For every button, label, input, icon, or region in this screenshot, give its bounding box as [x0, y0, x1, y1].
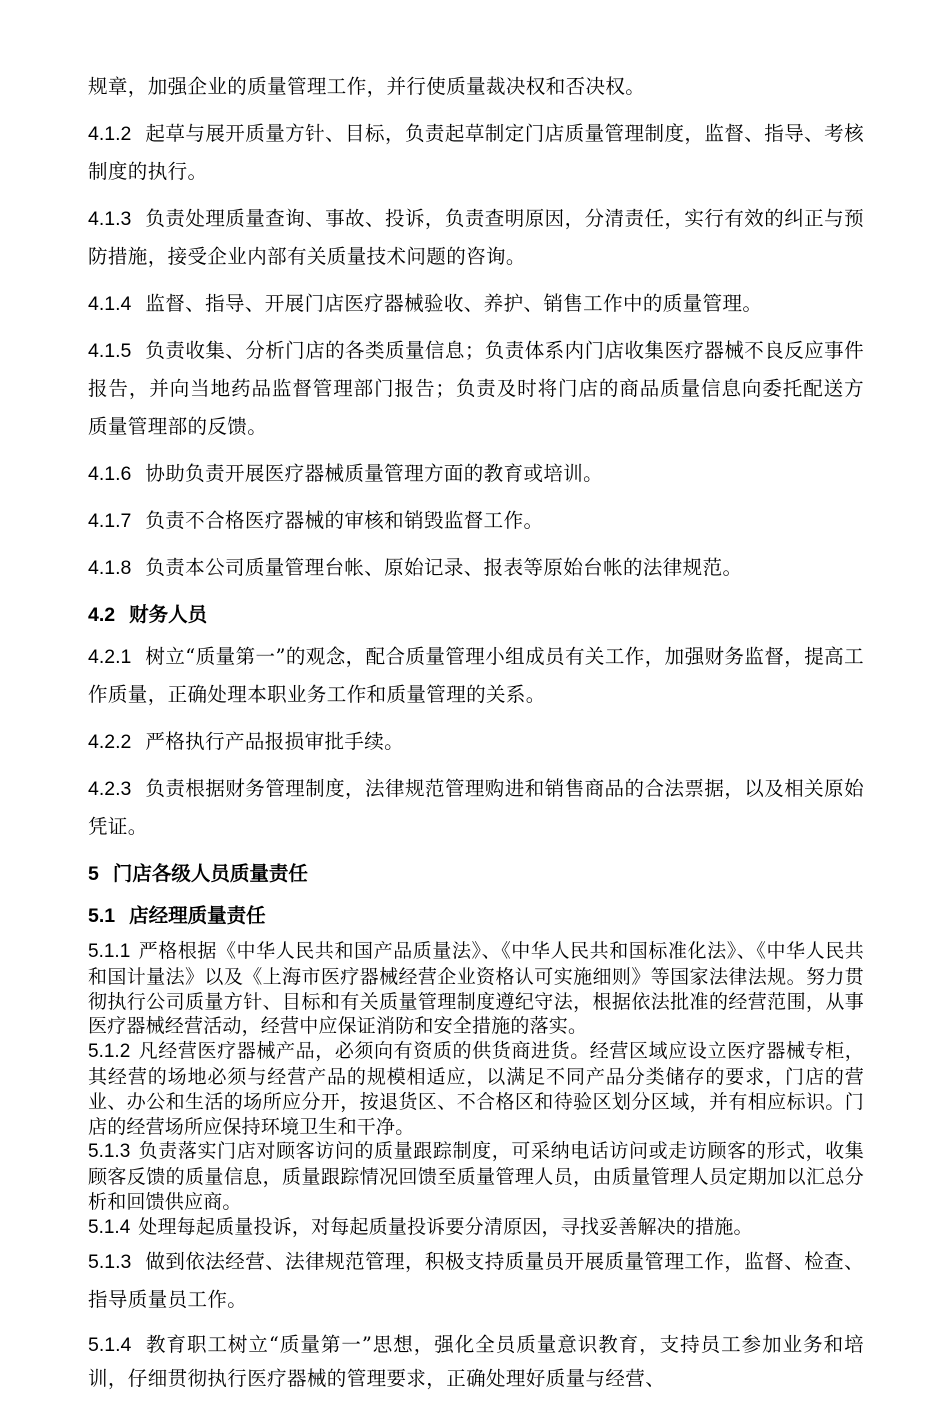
clause-number: 5.1.1: [88, 941, 131, 962]
paragraph-text: 严格根据《中华人民共和国产品质量法》、《中华人民共和国标准化法》、《中华人民共和国计量法》以及《上海市医疗器械经营企业资格认可实施细则》等国家法律法规。努力贯彻执行公司质量方针、目标和有关质量管理制度遵纪守法，根据依法批准的经营范围，从事医疗器械经营活动，经营中应保证消防和安全措施的落实。: [88, 940, 864, 1038]
clause-number: 4.1.7: [88, 510, 132, 532]
paragraph-text: 规章，加强企业的质量管理工作，并行使质量裁决权和否决权。: [88, 75, 646, 98]
paragraph-text: 起草与展开质量方针、目标，负责起草制定门店质量管理制度，监督、指导、考核制度的执行。: [88, 122, 864, 183]
clause-number: 4.2.2: [88, 731, 132, 753]
paragraph-4-2-2: [88, 723, 864, 761]
paragraph-text: 监督、指导、开展门店医疗器械验收、养护、销售工作中的质量管理。: [145, 292, 763, 315]
heading-number: 5: [88, 863, 99, 885]
clause-number: 4.2.3: [88, 778, 132, 800]
paragraph-5-1-3-a: [88, 1139, 864, 1214]
clause-number: 5.1.2: [88, 1041, 131, 1063]
clause-number: 4.1.6: [88, 463, 132, 485]
paragraph-text: 处理每起质量投诉，对每起质量投诉要分清原因，寻找妥善解决的措施。: [138, 1215, 753, 1238]
clause-number: 4.2.1: [88, 646, 132, 668]
section-heading-5-1: [88, 897, 864, 935]
heading-number: 5.1: [88, 905, 116, 927]
paragraph-4-2-1: [88, 638, 864, 714]
paragraph-4-1-4: [88, 285, 864, 323]
paragraph-text: 负责不合格医疗器械的审核和销毁监督工作。: [145, 509, 544, 532]
paragraph-text: 教育职工树立“质量第一”思想，强化全员质量意识教育，支持员工参加业务和培训，仔细贯彻执行医疗器械的管理要求，正确处理好质量与经营、: [88, 1332, 864, 1390]
paragraph-text: 严格执行产品报损审批手续。: [145, 730, 405, 753]
paragraph-4-1-3: [88, 200, 864, 276]
paragraph-text: 树立“质量第一”的观念，配合质量管理小组成员有关工作，加强财务监督，提高工作质量，正确处理本职业务工作和质量管理的关系。: [88, 645, 864, 706]
paragraph-4-1-6: [88, 455, 864, 493]
paragraph-text: 凡经营医疗器械产品，必须向有资质的供货商进货。经营区域应设立医疗器械专柜，其经营的场地必须与经营产品的规模相适应，以满足不同产品分类储存的要求，门店的营业、办公和生活的场所应分开，按退货区、不合格区和待验区划分区域，并有相应标识。门店的经营场所应保持环境卫生和干净。: [88, 1040, 864, 1138]
paragraph-text: 负责处理质量查询、事故、投诉，负责查明原因，分清责任，实行有效的纠正与预防措施，接受企业内部有关质量技术问题的咨询。: [88, 207, 864, 268]
clause-number: 5.1.4: [88, 1216, 131, 1238]
paragraph-continuation: [88, 68, 864, 106]
clause-number: 5.1.4: [88, 1333, 132, 1356]
paragraph-text: 做到依法经营、法律规范管理，积极支持质量员开展质量管理工作，监督、检查、指导质量员工作。: [88, 1249, 864, 1311]
paragraph-text: 协助负责开展医疗器械质量管理方面的教育或培训。: [145, 462, 604, 485]
heading-number: 4.2: [88, 604, 116, 626]
clause-number: 5.1.3: [88, 1141, 131, 1163]
document-page: [88, 68, 864, 1405]
paragraph-4-1-8: [88, 549, 864, 587]
paragraph-4-1-2: [88, 115, 864, 191]
paragraph-text: 负责根据财务管理制度，法律规范管理购进和销售商品的合法票据，以及相关原始凭证。: [88, 777, 864, 838]
heading-text: 财务人员: [129, 604, 208, 626]
paragraph-5-1-4-a: [88, 1215, 864, 1241]
paragraph-5-1-1: [88, 939, 864, 1039]
section-heading-5: [88, 855, 864, 893]
paragraph-4-1-7: [88, 502, 864, 540]
clause-number: 4.1.8: [88, 557, 132, 579]
clause-number: 4.1.3: [88, 208, 132, 230]
clause-number: 4.1.2: [88, 123, 132, 145]
paragraph-text: 负责本公司质量管理台帐、原始记录、报表等原始台帐的法律规范。: [145, 556, 743, 579]
paragraph-5-1-2: [88, 1039, 864, 1139]
paragraph-text: 负责落实门店对顾客访问的质量跟踪制度，可采纳电话访问或走访顾客的形式，收集顾客反馈的质量信息，质量跟踪情况回馈至质量管理人员，由质量管理人员定期加以汇总分析和回馈供应商。: [88, 1140, 864, 1213]
clause-number: 5.1.3: [88, 1250, 132, 1273]
heading-text: 门店各级人员质量责任: [112, 863, 308, 885]
section-heading-4-2: [88, 596, 864, 634]
clause-number: 4.1.5: [88, 340, 132, 362]
paragraph-4-2-3: [88, 770, 864, 846]
paragraph-5-1-3-b: [88, 1243, 864, 1319]
heading-text: 店经理质量责任: [129, 905, 266, 927]
paragraph-5-1-4-b: [88, 1328, 864, 1396]
paragraph-text: 负责收集、分析门店的各类质量信息；负责体系内门店收集医疗器械不良反应事件报告，并向当地药品监督管理部门报告；负责及时将门店的商品质量信息向委托配送方质量管理部的反馈。: [88, 339, 864, 438]
clause-number: 4.1.4: [88, 293, 132, 315]
paragraph-4-1-5: [88, 332, 864, 446]
